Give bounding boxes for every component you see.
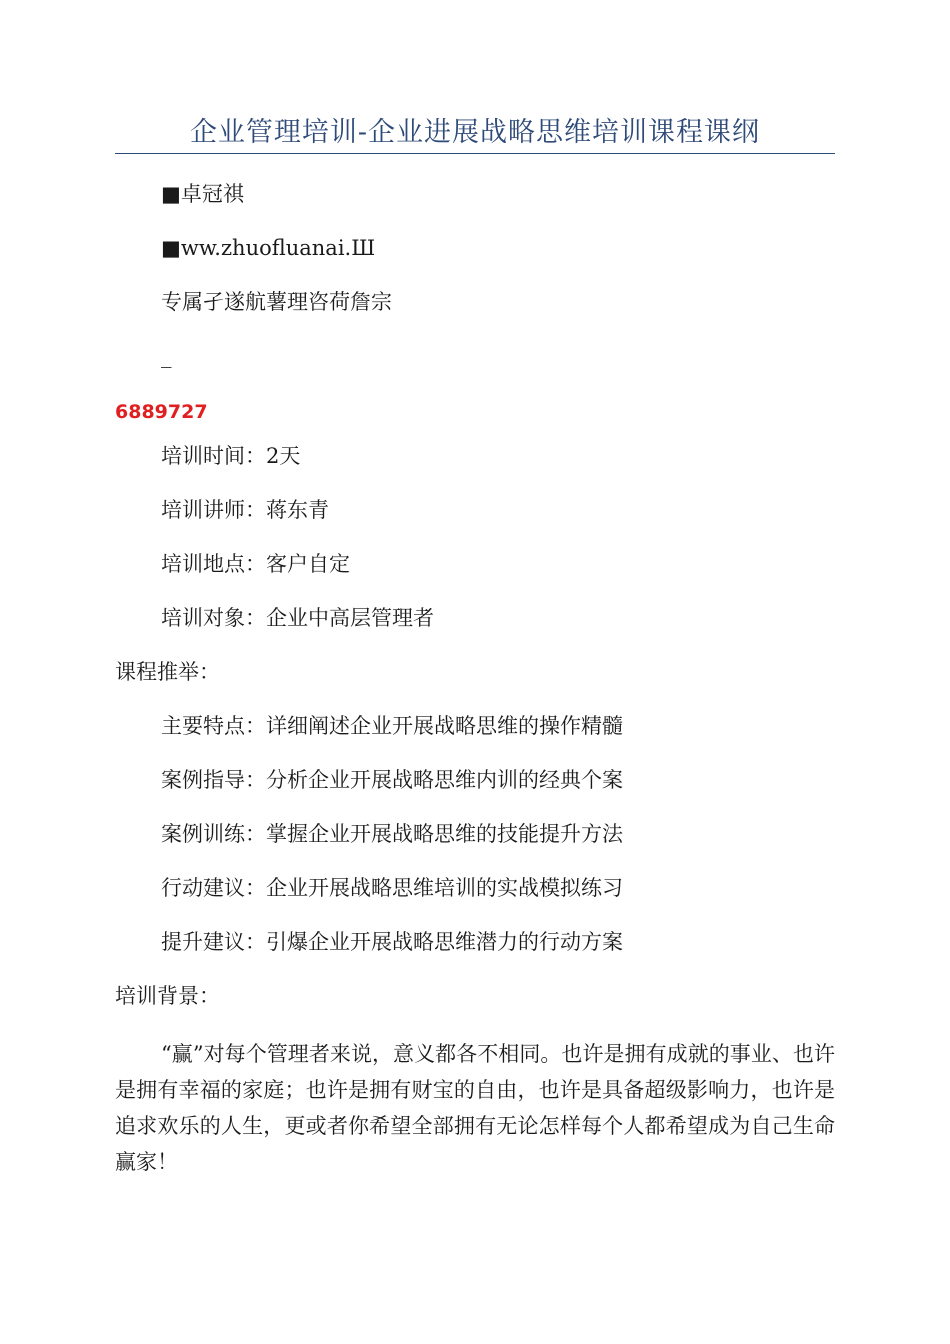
header-line-mark: _	[161, 344, 172, 368]
course-item: 主要特点：详细阐述企业开展战略思维的操作精髓	[161, 714, 623, 738]
info-audience: 培训对象：企业中高层管理者	[161, 606, 434, 630]
course-item: 提升建议：引爆企业开展战略思维潜力的行动方案	[161, 930, 623, 954]
course-item: 案例训练：掌握企业开展战略思维的技能提升方法	[161, 822, 623, 846]
header-line-slogan: 专属孑遂航薯理咨荷詹宗	[161, 290, 392, 314]
course-item: 案例指导：分析企业开展战略思维内训的经典个案	[161, 768, 623, 792]
header-line-name: ■卓冠祺	[161, 182, 244, 206]
document-title: 企业管理培训-企业进展战略思维培训课程课纲	[189, 117, 761, 148]
course-item: 行动建议：企业开展战略思维培训的实战模拟练习	[161, 876, 623, 900]
course-heading: 课程推举：	[115, 660, 220, 684]
info-lecturer: 培训讲师：蒋东青	[161, 498, 329, 522]
header-line-website: ■ww.zhuofluanai.Ш	[161, 236, 376, 260]
info-location: 培训地点：客户自定	[161, 552, 350, 576]
phone-number: 6889727	[115, 401, 208, 423]
title-underline	[115, 153, 835, 154]
background-heading: 培训背景：	[115, 984, 220, 1008]
info-duration: 培训时间：2天	[161, 444, 301, 468]
background-paragraph: “赢”对每个管理者来说，意义都各不相同。也许是拥有成就的事业、也许是拥有幸福的家庭；也许是拥有财宝的自由，也许是具备超级影响力，也许是追求欢乐的人生，更或者你希望全部拥有无论怎样每个人都希望成为自己生命赢家！	[115, 1042, 835, 1174]
